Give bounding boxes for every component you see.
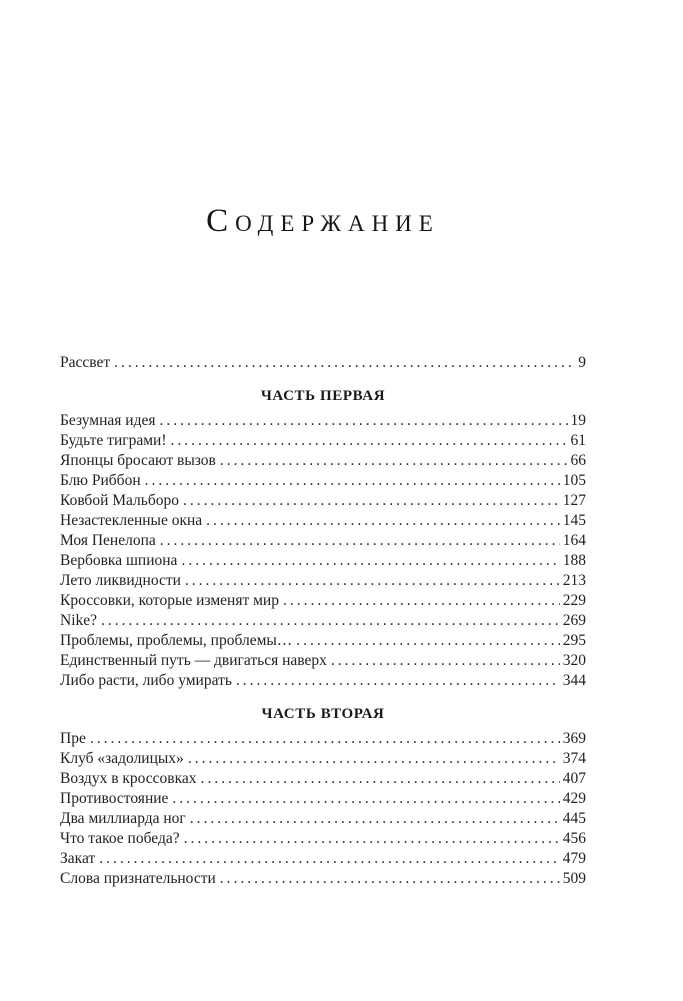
toc-entry (60, 411, 586, 431)
toc-entry-page: 509 (562, 870, 586, 887)
dot-leader (220, 451, 568, 471)
toc-entry-title: Закат (60, 850, 96, 867)
toc-entry (60, 471, 586, 491)
toc-entry-title: Nike? (60, 612, 98, 629)
toc-entry-page: 127 (562, 492, 586, 509)
toc-entry (60, 491, 586, 511)
toc-entry-page: 407 (562, 770, 586, 787)
toc-entry (60, 353, 586, 373)
toc-entry (60, 591, 586, 611)
toc-entry-title: Будьте тиграми! (60, 432, 167, 449)
toc-entry-title: Вербовка шпиона (60, 552, 178, 569)
dot-leader (190, 809, 560, 829)
toc-entry (60, 551, 586, 571)
dot-leader (160, 411, 568, 431)
toc-entry-title: Кроссовки, которые изменят мир (60, 592, 279, 609)
toc-entry (60, 611, 586, 631)
toc-entry-page: 456 (562, 830, 586, 847)
dot-leader (236, 671, 560, 691)
dot-leader (172, 789, 559, 809)
toc-content (60, 0, 586, 889)
dot-leader (184, 829, 560, 849)
toc-entry-title: Японцы бросают вызов (60, 452, 216, 469)
toc-entry-title: Лето ликвидности (60, 572, 181, 589)
toc-entry (60, 651, 586, 671)
toc-entry (60, 431, 586, 451)
toc-entry-page: 479 (562, 850, 586, 867)
toc-entry (60, 829, 586, 849)
toc-entry-page: 9 (578, 354, 586, 371)
dot-leader (188, 749, 560, 769)
dot-leader (220, 869, 560, 889)
toc-entry-page: 269 (562, 612, 586, 629)
toc-entry-page: 188 (562, 552, 586, 569)
dot-leader (171, 431, 568, 451)
toc-entry (60, 789, 586, 809)
toc-entry-page: 295 (562, 632, 586, 649)
toc-entry-page: 19 (570, 412, 586, 429)
toc-entry (60, 749, 586, 769)
toc-entry-page: 145 (562, 512, 586, 529)
dot-leader (331, 651, 560, 671)
toc-entry-page: 164 (562, 532, 586, 549)
dot-leader (283, 591, 560, 611)
toc-entry (60, 671, 586, 691)
dot-leader (201, 769, 560, 789)
dot-leader (206, 511, 560, 531)
dot-leader (145, 471, 560, 491)
toc-entry (60, 729, 586, 749)
toc-entry-title: Единственный путь — двигаться наверх (60, 652, 327, 669)
toc-entry-title: Моя Пенелопа (60, 532, 156, 549)
dot-leader (114, 353, 575, 373)
toc-entry-title: Либо расти, либо умирать (60, 672, 232, 689)
dot-leader (183, 491, 560, 511)
page-title: Содержание (206, 203, 440, 239)
toc-entry-title: Ковбой Мальборо (60, 492, 179, 509)
toc-entry (60, 511, 586, 531)
toc-entry-title: Противостояние (60, 790, 169, 807)
toc-entry-title: Рассвет (60, 354, 111, 371)
dot-leader (181, 551, 559, 571)
toc-entry-page: 320 (562, 652, 586, 669)
toc-entry-title: Клуб «задолицых» (60, 750, 184, 767)
dot-leader (296, 631, 559, 651)
toc-entry-title: Слова признательности (60, 870, 216, 887)
toc-entry (60, 809, 586, 829)
toc-entry-page: 213 (562, 572, 586, 589)
toc-entry-title: Два миллиарда ног (60, 810, 186, 827)
part-header: ЧАСТЬ ВТОРАЯ (261, 706, 385, 722)
dot-leader (90, 729, 560, 749)
part-header: ЧАСТЬ ПЕРВАЯ (260, 388, 386, 404)
toc-entry-page: 229 (562, 592, 586, 609)
toc-entry (60, 869, 586, 889)
toc-entry-page: 66 (570, 452, 586, 469)
toc-entry-page: 105 (562, 472, 586, 489)
dot-leader (99, 849, 560, 869)
toc-entry (60, 631, 586, 651)
table-of-contents (60, 353, 586, 889)
toc-entry (60, 849, 586, 869)
toc-entry-title: Безумная идея (60, 412, 156, 429)
toc-entry-page: 445 (562, 810, 586, 827)
toc-entry-title: Что такое победа? (60, 830, 180, 847)
toc-entry (60, 451, 586, 471)
toc-entry-title: Незастекленные окна (60, 512, 203, 529)
dot-leader (185, 571, 560, 591)
toc-entry-page: 61 (570, 432, 586, 449)
toc-entry-page: 344 (562, 672, 586, 689)
toc-entry (60, 531, 586, 551)
toc-entry-page: 374 (562, 750, 586, 767)
toc-entry-title: Блю Риббон (60, 472, 141, 489)
toc-entry-title: Пре (60, 730, 86, 747)
toc-entry-title: Воздух в кроссовках (60, 770, 197, 787)
toc-entry (60, 571, 586, 591)
toc-entry-title: Проблемы, проблемы, проблемы… (60, 632, 293, 649)
toc-entry (60, 769, 586, 789)
toc-entry-page: 369 (562, 730, 586, 747)
dot-leader (101, 611, 560, 631)
dot-leader (160, 531, 560, 551)
toc-entry-page: 429 (562, 790, 586, 807)
